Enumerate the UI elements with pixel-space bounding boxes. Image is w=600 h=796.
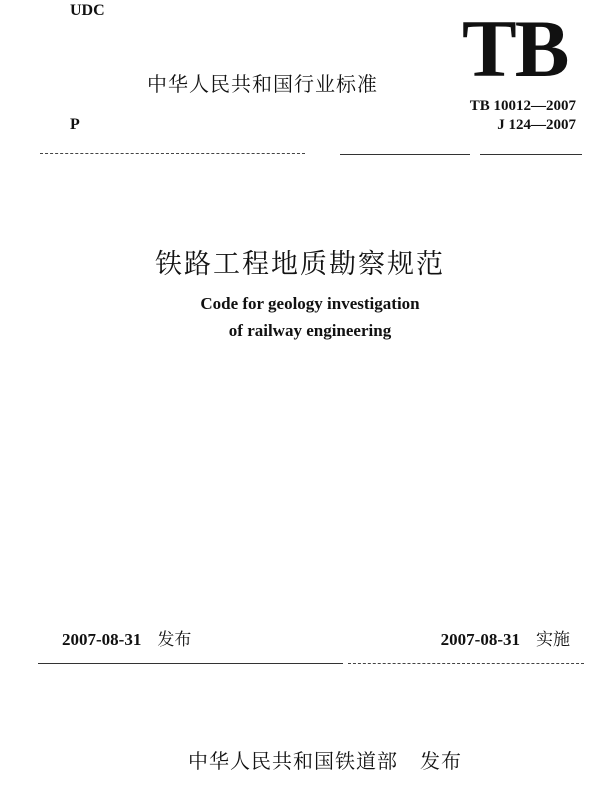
issuer-label: 发布 [420,749,462,773]
issue-date: 2007-08-31 [62,630,142,649]
industry-standard-title: 中华人民共和国行业标准 [147,72,378,96]
document-title-en [0,290,600,344]
issuer-name: 中华人民共和国铁道部 [188,749,398,773]
standard-numbers [470,97,576,135]
issue-label: 发布 [157,630,192,650]
header-divider-middle [340,154,470,155]
footer-divider-left [38,663,343,664]
udc-label: UDC [70,2,105,19]
issue-date-block [62,625,191,650]
classification-code: P [70,116,80,133]
header-divider-right [480,154,582,155]
implement-date-block [441,625,570,650]
standard-number: TB 10012—2007 [469,98,576,114]
title-en-line1: Code for geology investigation [200,294,420,313]
record-number: J 124—2007 [497,117,576,133]
issuer-block [0,745,600,774]
header-divider-left [40,153,305,154]
title-en-line2: of railway engineering [228,321,392,340]
tb-logo: TB [462,3,568,94]
implement-date: 2007-08-31 [440,630,520,649]
footer-divider-right [348,663,584,664]
document-title-zh: 铁路工程地质勘察规范 [155,249,445,280]
implement-label: 实施 [536,630,570,650]
